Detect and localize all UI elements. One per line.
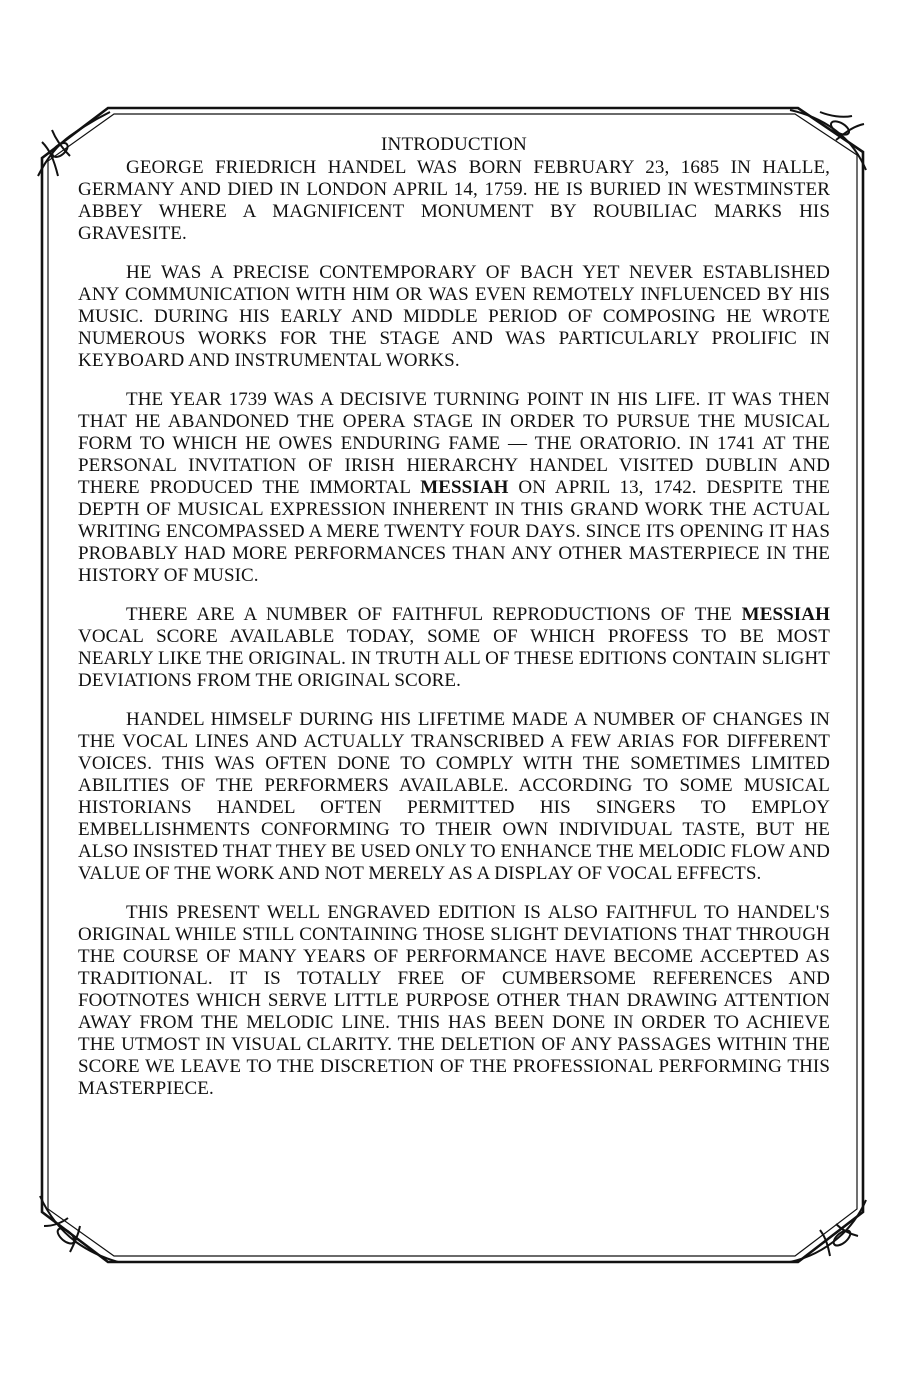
work-title-emphasis: MESSIAH bbox=[741, 604, 830, 625]
paragraph-text: THE YEAR 1739 WAS A DECISIVE TURNING POINT IN HIS LIFE. IT WAS THEN THAT HE ABANDONED THE OPERA STAGE IN ORDER TO PURSUE THE MUSICAL FORM TO WHICH HE OWES ENDURING FAME — THE ORATORIO. IN 1741 AT THE PERSONAL INVITATION OF IRISH HIERARCHY HANDEL VISITED DUBLIN AND THERE PRODUCED THE IMMORTAL bbox=[78, 389, 830, 498]
work-title-emphasis: MESSIAH bbox=[420, 477, 509, 498]
paragraph-reproductions bbox=[78, 604, 830, 692]
paragraph-text: THERE ARE A NUMBER OF FAITHFUL REPRODUCTIONS OF THE bbox=[126, 604, 742, 625]
paragraph-present-edition bbox=[78, 902, 830, 1100]
paragraph-text: VOCAL SCORE AVAILABLE TODAY, SOME OF WHICH PROFESS TO BE MOST NEARLY LIKE THE ORIGINAL. IN TRUTH ALL OF THESE EDITIONS CONTAIN SLIGHT DEVIATIONS FROM THE ORIGINAL SCORE. bbox=[78, 626, 830, 691]
paragraph-birth-death bbox=[78, 157, 830, 245]
introduction-text-block bbox=[78, 134, 830, 1100]
page-title: INTRODUCTION bbox=[381, 134, 527, 155]
corner-knot-bottom-left bbox=[40, 1196, 118, 1262]
paragraph-text: HANDEL HIMSELF DURING HIS LIFETIME MADE A NUMBER OF CHANGES IN THE VOCAL LINES AND ACTUALLY TRANSCRIBED A FEW ARIAS FOR DIFFERENT VOICES. THIS WAS OFTEN DONE TO COMPLY WITH THE SOMETIMES LIMITED ABILITIES OF THE PERFORMERS AVAILABLE. ACCORDING TO SOME MUSICAL HISTORIANS HANDEL OFTEN PERMITTED HIS SINGERS TO EMPLOY EMBELLISHMENTS CONFORMING TO THEIR OWN INDIVIDUAL TASTE, BUT HE ALSO INSISTED THAT THEY BE USED ONLY TO ENHANCE THE MELODIC FLOW AND VALUE OF THE WORK AND NOT MERELY AS A DISPLAY OF VOCAL EFFECTS. bbox=[78, 709, 830, 884]
paragraph-contemporary-of-bach bbox=[78, 262, 830, 372]
paragraph-text: ON APRIL 13, 1742. DESPITE THE DEPTH OF MUSICAL EXPRESSION INHERENT IN THIS GRAND WORK THE ACTUAL WRITING ENCOMPASSED A MERE TWENTY FOUR DAYS. SINCE ITS OPENING IT HAS PROBABLY HAD MORE PERFORMANCES THAN ANY OTHER MASTERPIECE IN THE HISTORY OF MUSIC. bbox=[78, 477, 830, 586]
paragraph-text: HE WAS A PRECISE CONTEMPORARY OF BACH YET NEVER ESTABLISHED ANY COMMUNICATION WITH HIM OR WAS EVEN REMOTELY INFLUENCED BY HIS MUSIC. DURING HIS EARLY AND MIDDLE PERIOD OF COMPOSING HE WROTE NUMEROUS WORKS FOR THE STAGE AND WAS PARTICULARLY PROLIFIC IN KEYBOARD AND INSTRUMENTAL WORKS. bbox=[78, 262, 830, 371]
paragraph-text: GEORGE FRIEDRICH HANDEL WAS BORN FEBRUARY 23, 1685 IN HALLE, GERMANY AND DIED IN LONDON APRIL 14, 1759. HE IS BURIED IN WESTMINSTER ABBEY WHERE A MAGNIFICENT MONUMENT BY ROUBILIAC MARKS HIS GRAVESITE. bbox=[78, 157, 830, 244]
paragraph-handel-changes bbox=[78, 709, 830, 885]
paragraph-text: THIS PRESENT WELL ENGRAVED EDITION IS ALSO FAITHFUL TO HANDEL'S ORIGINAL WHILE STILL CONTAINING THOSE SLIGHT DEVIATIONS THAT THROUGH THE COURSE OF MANY YEARS OF PERFORMANCE HAVE BECOME ACCEPTED AS TRADITIONAL. IT IS TOTALLY FREE OF CUMBERSOME REFERENCES AND FOOTNOTES WHICH SERVE LITTLE PURPOSE OTHER THAN DRAWING ATTENTION AWAY FROM THE MELODIC LINE. THIS HAS BEEN DONE IN ORDER TO ACHIEVE THE UTMOST IN VISUAL CLARITY. THE DELETION OF ANY PASSAGES WITHIN THE SCORE WE LEAVE TO THE DISCRETION OF THE PROFESSIONAL PERFORMING THIS MASTERPIECE. bbox=[78, 902, 830, 1099]
paragraph-turning-point bbox=[78, 389, 830, 587]
